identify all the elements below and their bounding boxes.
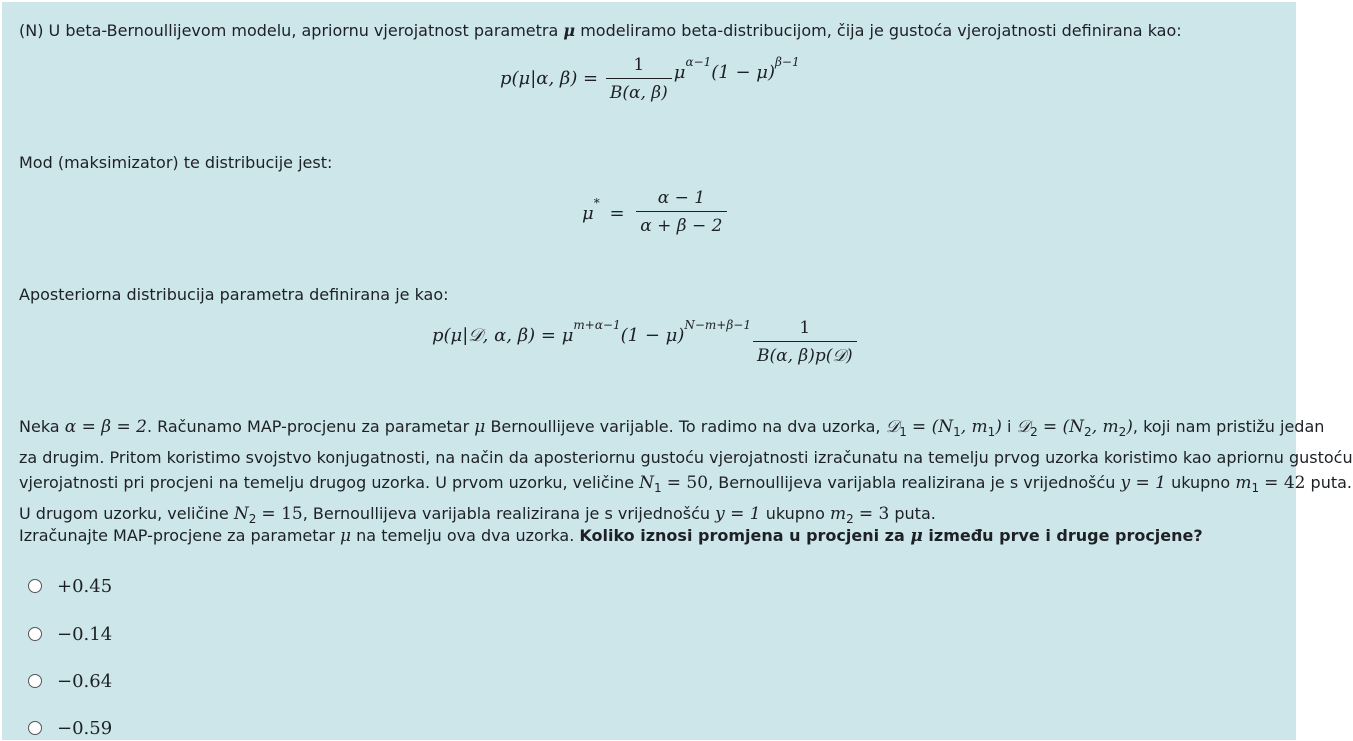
p-sub: 2	[846, 512, 854, 526]
radio-button[interactable]	[28, 674, 42, 688]
answer-option-2[interactable]	[28, 621, 112, 647]
mode-fraction	[636, 187, 726, 237]
p-math: N	[233, 504, 249, 524]
p-text: ukupno	[765, 504, 825, 523]
p-text: . Računamo MAP-procjenu za parametar	[146, 417, 470, 436]
posterior-num: 1	[753, 317, 857, 342]
p-math: = 15	[261, 504, 303, 524]
p-sub: 2	[1030, 425, 1038, 439]
p-math: 𝒟	[1016, 417, 1031, 437]
p-math: = (N	[1042, 417, 1085, 437]
paragraph-line-3	[19, 470, 1353, 501]
radio-button[interactable]	[28, 721, 42, 735]
prior-lhs: p(μ|α, β) =	[500, 68, 599, 89]
p-math: y = 1	[1120, 473, 1166, 493]
p-sub: 2	[1084, 425, 1092, 439]
paragraph-line-1	[19, 414, 1325, 445]
p-text: Bernoullijeve varijable. To radimo na dva uzorka,	[490, 417, 881, 436]
q-text: Izračunajte MAP-procjene za parametar	[19, 526, 335, 545]
p-math: m	[1235, 473, 1252, 493]
p-text: puta.	[894, 504, 936, 523]
intro-rest: modeliramo beta-distribucijom, čija je gustoća vjerojatnosti definirana kao:	[580, 21, 1182, 40]
p-sub: 2	[248, 512, 257, 526]
p-math: = 42	[1264, 473, 1306, 493]
mode-formula	[582, 187, 729, 237]
p-text: i	[1007, 417, 1012, 436]
intro-mu: μ	[563, 21, 576, 40]
posterior-lhs: p(μ|𝒟, α, β) =	[432, 325, 556, 346]
p-text: ukupno	[1171, 473, 1231, 492]
question-text	[19, 524, 1203, 548]
p-math: )	[995, 417, 1002, 437]
p-text: vjerojatnosti pri procjeni na temelju drugog uzorka. U prvom uzorku, veličine	[19, 473, 635, 492]
p-math: N	[639, 473, 655, 493]
prior-fraction	[606, 54, 672, 104]
prior-num: 1	[606, 54, 672, 79]
mode-den: α + β − 2	[640, 216, 723, 236]
p-sub: 1	[987, 425, 996, 439]
posterior-base2: (1 − μ)	[620, 325, 685, 346]
p-sub: 1	[1251, 481, 1260, 495]
radio-button[interactable]	[28, 579, 42, 593]
mode-text: Mod (maksimizator) te distribucije jest:	[19, 153, 333, 172]
prior-base2: (1 − μ)	[711, 62, 775, 83]
p-math: 𝒟	[885, 417, 900, 437]
p-text: puta.	[1310, 473, 1353, 492]
prior-formula	[500, 54, 800, 104]
p-text: , Bernoullijeva varijabla realizirana je s vrijednošću	[302, 504, 711, 523]
paragraph-line-2: za drugim. Pritom koristimo svojstvo konjugatnosti, na način da aposteriornu gustoću vjerojatnosti izračunatu na temelju prvog uzorka koristimo kao apriornu gustoću	[19, 448, 1353, 467]
p-math: = 3	[858, 504, 890, 524]
question-panel	[2, 2, 1353, 740]
posterior-den: B(α, β)p(𝒟)	[756, 346, 853, 366]
p-math: α = β = 2	[64, 417, 147, 437]
p-math: )	[1126, 417, 1133, 437]
q-bold-text: Koliko iznosi promjena u procjeni za	[579, 526, 905, 545]
posterior-formula	[432, 317, 859, 367]
p-text: , Bernoullijeva varijabla realizirana je s vrijednošću	[708, 473, 1116, 492]
p-math: m	[829, 504, 847, 524]
option-label: +0.45	[57, 575, 113, 597]
p-sub: 2	[1118, 425, 1127, 439]
answer-option-3[interactable]	[28, 668, 112, 694]
posterior-base1: μ	[561, 325, 574, 346]
problem-paragraph	[19, 414, 1353, 532]
p-text: , koji nam pristižu jedan	[1132, 417, 1325, 436]
answer-option-4[interactable]	[28, 715, 112, 741]
radio-button[interactable]	[28, 627, 42, 641]
posterior-exp2: N−m+β−1	[684, 318, 751, 332]
p-math: y = 1	[715, 504, 761, 524]
mode-num: α − 1	[636, 187, 726, 212]
q-math: μ	[340, 526, 352, 546]
p-sub: 1	[654, 481, 662, 495]
option-label: −0.59	[57, 717, 113, 739]
intro-text	[19, 19, 1182, 43]
prior-exp2: β−1	[774, 55, 800, 69]
answer-option-1[interactable]	[28, 573, 112, 599]
intro-label: (N) U beta-Bernoullijevom modelu, apriornu vjerojatnost parametra	[19, 21, 559, 40]
p-sub: 1	[953, 425, 961, 439]
posterior-exp1: m+α−1	[573, 318, 621, 332]
p-math: μ	[474, 417, 486, 437]
posterior-fraction	[753, 317, 857, 367]
mode-lhs: μ	[582, 203, 594, 224]
option-label: −0.14	[57, 623, 113, 645]
q-text: na temelju ova dva uzorka.	[356, 526, 575, 545]
p-math: , m	[960, 417, 988, 437]
posterior-text: Aposteriorna distribucija parametra definirana je kao:	[19, 285, 449, 304]
mode-lhs-sup: *	[593, 196, 600, 210]
p-text: U drugom uzorku, veličine	[19, 504, 229, 523]
mode-eq: =	[609, 203, 625, 224]
p-math: = (N	[911, 417, 954, 437]
p-text: Neka	[19, 417, 60, 436]
prior-exp1: α−1	[685, 55, 712, 69]
q-bold-math: μ	[910, 526, 923, 546]
p-math: , m	[1091, 417, 1119, 437]
p-sub: 1	[899, 425, 907, 439]
prior-den: B(α, β)	[609, 83, 668, 103]
option-label: −0.64	[57, 670, 113, 692]
prior-base1: μ	[673, 62, 686, 83]
q-bold-text: između prve i druge procjene?	[928, 526, 1203, 545]
p-math: = 50	[666, 473, 709, 493]
